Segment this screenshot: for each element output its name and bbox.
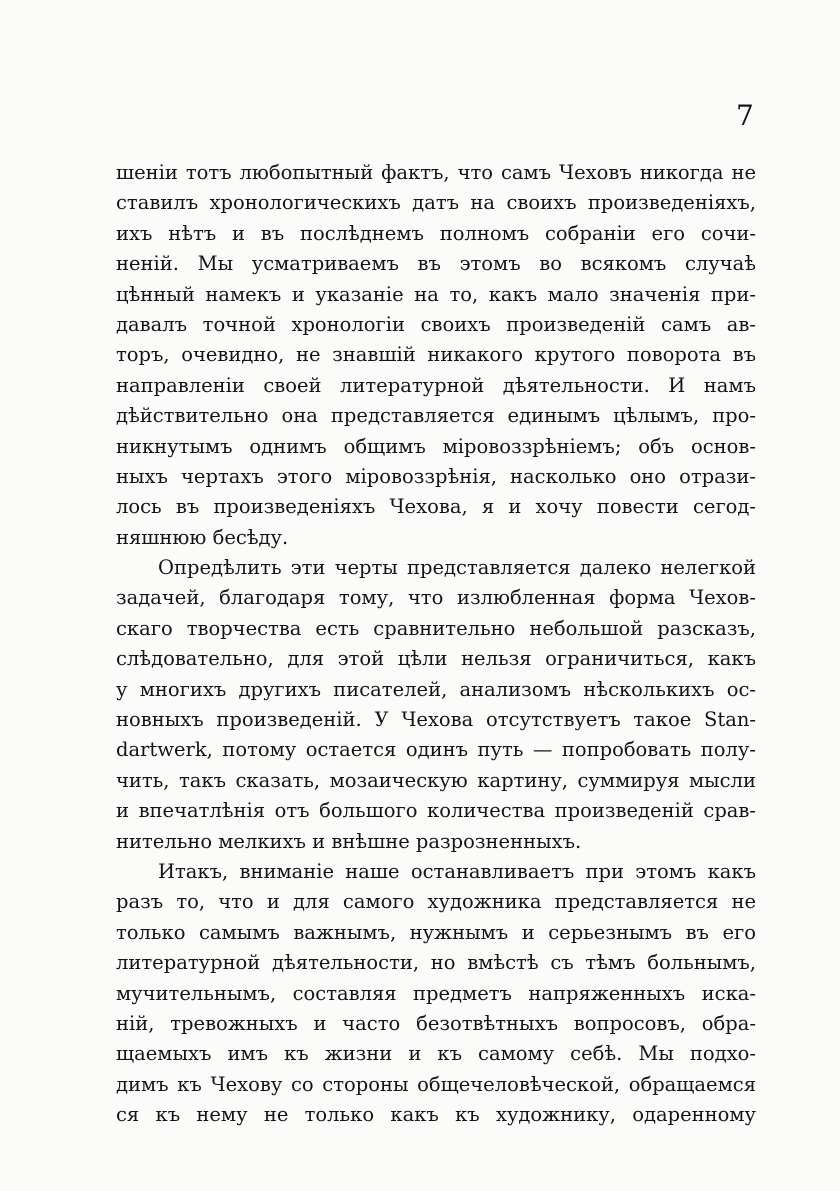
- text-line: у многихъ другихъ писателей, анализомъ нѣсколькихъ ос-: [116, 677, 756, 701]
- text-line: шеніи тотъ любопытный фактъ, что самъ Чеховъ никогда не: [116, 161, 756, 184]
- text-line: разъ то, что и для самого художника представляется не: [116, 890, 756, 914]
- text-line: ся къ нему не только какъ къ художнику, одаренному: [116, 1103, 756, 1127]
- text-line: скаго творчества есть сравнительно небольшой разсказъ,: [116, 616, 756, 640]
- text-line: и впечатлѣнія отъ большого количества произведеній срав-: [116, 799, 756, 823]
- text-line: щаемыхъ имъ къ жизни и къ самому себѣ. Мы подхо-: [116, 1042, 756, 1066]
- text-line: только самымъ важнымъ, нужнымъ и серьезнымъ въ его: [116, 920, 756, 944]
- body-text: [116, 158, 756, 1131]
- text-line: дѣйствительно она представляется единымъ цѣлымъ, про-: [116, 404, 756, 428]
- text-line: Итакъ, вниманіе наше останавливаетъ при этомъ какъ: [158, 859, 756, 883]
- text-line: никнутымъ однимъ общимъ міровоззрѣніемъ; объ основ-: [116, 434, 756, 458]
- text-line: слѣдовательно, для этой цѣли нельзя ограничиться, какъ: [116, 647, 756, 671]
- text-line: чить, такъ сказать, мозаическую картину, суммируя мысли: [116, 768, 756, 792]
- text-line: ныхъ чертахъ этого міровоззрѣнія, насколько оно отрази-: [116, 464, 756, 488]
- text-line: нительно мелкихъ и внѣшне разрозненныхъ.: [116, 829, 582, 853]
- text-line: литературной дѣятельности, но вмѣстѣ съ тѣмъ больнымъ,: [116, 951, 756, 975]
- page-number: 7: [736, 99, 754, 132]
- text-line: ній, тревожныхъ и часто безотвѣтныхъ вопросовъ, обра-: [116, 1011, 756, 1035]
- text-line: ставилъ хронологическихъ датъ на своихъ произведеніяхъ,: [116, 191, 756, 215]
- text-line: лось въ произведеніяхъ Чехова, я и хочу повести сегод-: [116, 495, 756, 519]
- text-line: новныхъ произведеній. У Чехова отсутствуетъ такое Stan-: [116, 708, 756, 732]
- text-line: dartwerk, потому остается одинъ путь — попробовать полу-: [116, 738, 756, 762]
- text-line: няшнюю бесѣду.: [116, 525, 289, 549]
- text-line: ихъ нѣтъ и въ послѣднемъ полномъ собраніи его сочи-: [116, 221, 756, 245]
- text-line: задачей, благодаря тому, что излюбленная форма Чехов-: [116, 586, 756, 610]
- text-line: димъ къ Чехову со стороны общечеловѣческой, обращаемся: [116, 1072, 756, 1096]
- text-line: торъ, очевидно, не знавшій никакого крутого поворота въ: [116, 343, 756, 367]
- text-line: Опредѣлить эти черты представляется далеко нелегкой: [158, 556, 756, 580]
- text-line: мучительнымъ, составляя предметъ напряженныхъ иска-: [116, 981, 756, 1005]
- text-line: неній. Мы усматриваемъ въ этомъ во всякомъ случаѣ: [116, 252, 756, 276]
- text-line: давалъ точной хронологіи своихъ произведеній самъ ав-: [116, 312, 756, 336]
- text-line: цѣнный намекъ и указаніе на то, какъ мало значенія при-: [116, 282, 756, 306]
- text-line: направленіи своей литературной дѣятельности. И намъ: [116, 373, 756, 397]
